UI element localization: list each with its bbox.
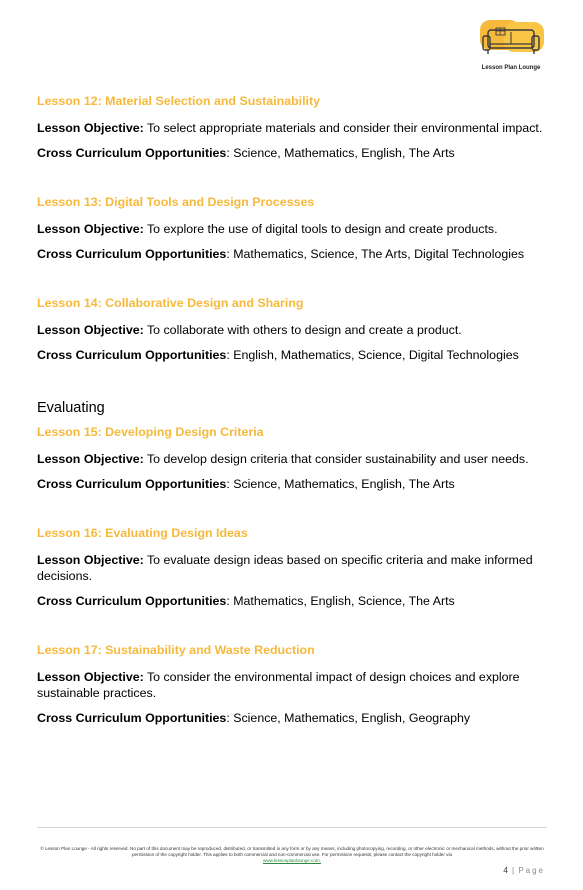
lesson-objective <box>37 669 547 701</box>
lesson-objective <box>37 451 547 467</box>
logo-text: Lesson Plan Lounge <box>481 65 541 71</box>
cross-curriculum <box>37 710 547 726</box>
objective-label: Lesson Objective: <box>37 323 144 337</box>
spacer <box>37 618 547 643</box>
objective-text: To collaborate with others to design and create a product. <box>146 323 462 337</box>
lesson-15 <box>37 425 547 492</box>
cross-text: : Mathematics, English, Science, The Arts <box>226 594 455 608</box>
spacer <box>37 170 547 195</box>
objective-text: To evaluate design ideas based on specific criteria and make informed decisions. <box>37 553 533 583</box>
cross-text: : Mathematics, Science, The Arts, Digital Technologies <box>226 247 525 261</box>
lesson-14 <box>37 296 547 363</box>
lesson-title: Lesson 14: Collaborative Design and Sharing <box>37 296 304 310</box>
objective-label: Lesson Objective: <box>37 553 144 567</box>
lesson-title: Lesson 16: Evaluating Design Ideas <box>37 526 248 540</box>
cross-text: : Science, Mathematics, English, Geography <box>226 711 471 725</box>
document-body <box>37 94 547 735</box>
lesson-title: Lesson 15: Developing Design Criteria <box>37 425 264 439</box>
lesson-13 <box>37 195 547 262</box>
page-number <box>503 866 545 875</box>
page-number-value: 4 <box>503 866 509 875</box>
cross-label: Cross Curriculum Opportunities <box>37 711 227 725</box>
cross-curriculum <box>37 246 547 262</box>
section-heading: Evaluating <box>37 400 105 416</box>
objective-label: Lesson Objective: <box>37 452 144 466</box>
cross-curriculum <box>37 593 547 609</box>
cross-curriculum <box>37 476 547 492</box>
cross-curriculum <box>37 347 547 363</box>
logo <box>474 18 548 76</box>
objective-label: Lesson Objective: <box>37 670 144 684</box>
objective-text: To select appropriate materials and consider their environmental impact. <box>146 121 543 135</box>
footer-copyright <box>37 846 547 864</box>
lesson-objective <box>37 120 547 136</box>
spacer <box>37 372 547 399</box>
lesson-title: Lesson 13: Digital Tools and Design Processes <box>37 195 315 209</box>
lesson-objective <box>37 552 547 584</box>
page-separator: | <box>512 866 516 875</box>
couch-logo-icon <box>474 18 548 66</box>
objective-text: To consider the environmental impact of design choices and explore sustainable practices. <box>37 670 520 700</box>
cross-text: : Science, Mathematics, English, The Arts <box>226 146 455 160</box>
objective-text: To explore the use of digital tools to design and create products. <box>146 222 498 236</box>
lesson-title: Lesson 17: Sustainability and Waste Reduction <box>37 643 315 657</box>
cross-label: Cross Curriculum Opportunities <box>37 477 227 491</box>
cross-text: : Science, Mathematics, English, The Arts <box>226 477 455 491</box>
spacer <box>37 501 547 526</box>
copyright-text: © Lesson Plan Lounge - All rights reserved. No part of this document may be reproduced, distributed, or transmitted in any form or by any means, including photocopying, recording, or other electronic or mechanical methods, without the prior written permission of the copyright holder. This applies to both commercial and non-commercial use. For permission requests, please contact the copyright holder via <box>40 846 544 857</box>
lesson-17 <box>37 643 547 726</box>
page-word: Page <box>518 866 545 875</box>
objective-label: Lesson Objective: <box>37 222 144 236</box>
objective-label: Lesson Objective: <box>37 121 144 135</box>
cross-label: Cross Curriculum Opportunities <box>37 247 227 261</box>
lesson-objective <box>37 322 547 338</box>
cross-label: Cross Curriculum Opportunities <box>37 594 227 608</box>
website-link[interactable]: www.lessonplanlounge.com. <box>263 858 321 863</box>
cross-text: : English, Mathematics, Science, Digital Technologies <box>226 348 519 362</box>
lesson-objective <box>37 221 547 237</box>
objective-text: To develop design criteria that consider sustainability and user needs. <box>146 452 529 466</box>
cross-label: Cross Curriculum Opportunities <box>37 348 227 362</box>
footer-divider <box>37 827 547 828</box>
spacer <box>37 271 547 296</box>
cross-curriculum <box>37 145 547 161</box>
lesson-12 <box>37 94 547 161</box>
lesson-title: Lesson 12: Material Selection and Sustainability <box>37 94 321 108</box>
cross-label: Cross Curriculum Opportunities <box>37 146 227 160</box>
lesson-16 <box>37 526 547 609</box>
